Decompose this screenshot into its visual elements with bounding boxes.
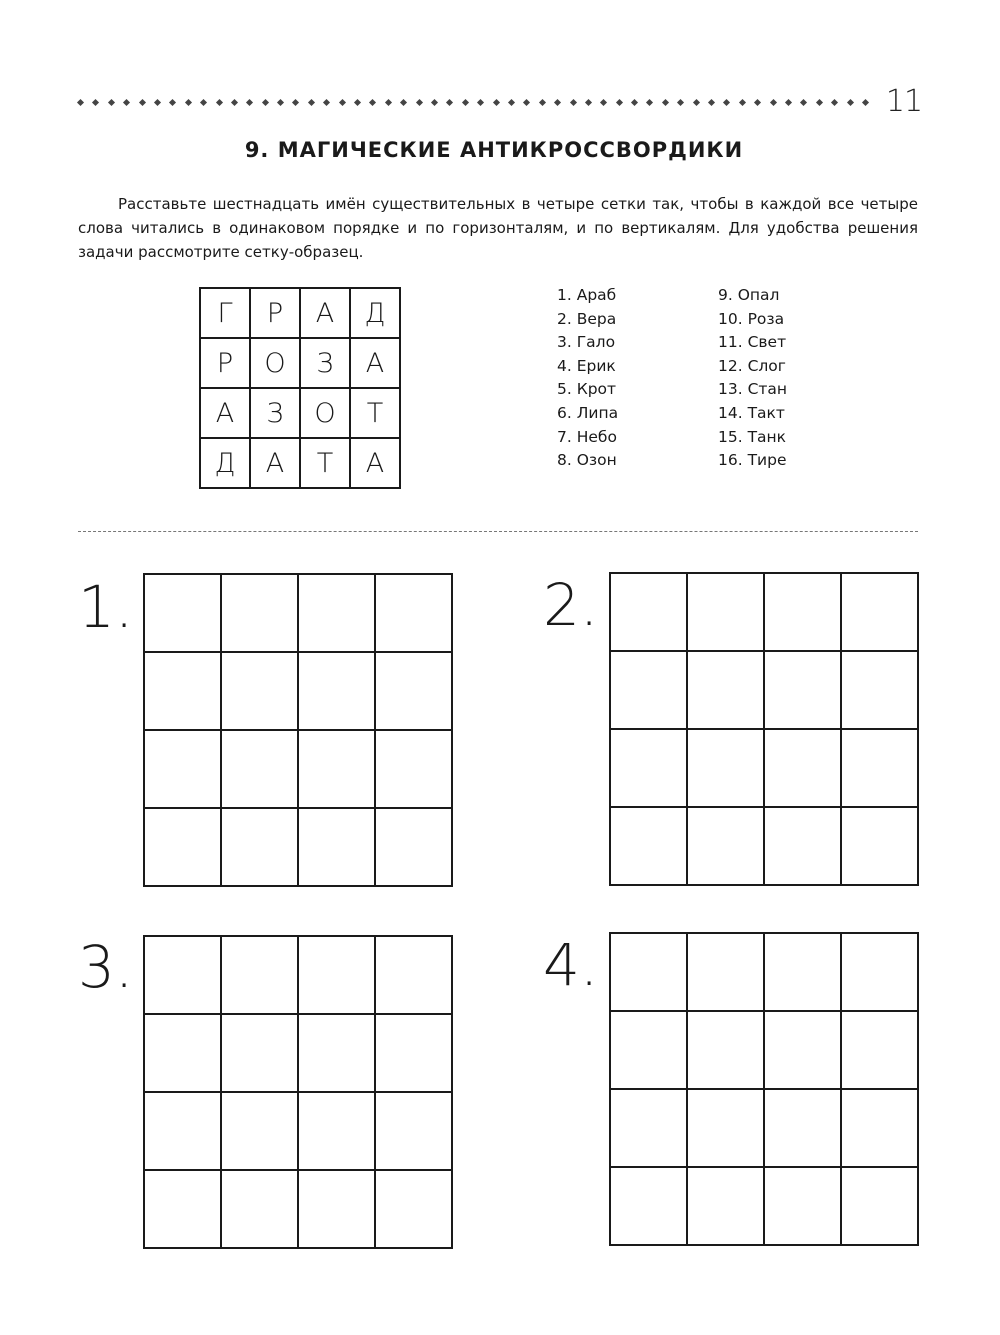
decorative-dot xyxy=(154,98,161,105)
dashed-divider xyxy=(78,531,918,532)
decorative-dot xyxy=(523,98,530,105)
word-item: 12. Слог xyxy=(718,356,786,375)
grid-cell[interactable] xyxy=(375,936,452,1014)
decorative-dot xyxy=(646,98,653,105)
word-item: 1. Араб xyxy=(557,286,617,304)
decorative-dot xyxy=(431,98,438,105)
decorative-dot xyxy=(215,98,222,105)
sample-grid xyxy=(199,287,401,489)
grid-cell[interactable] xyxy=(610,1167,687,1245)
sample-grid-cell: О xyxy=(250,338,300,388)
grid-cell[interactable] xyxy=(610,651,687,729)
grid-cell[interactable] xyxy=(375,574,452,652)
word-item: 8. Озон xyxy=(557,451,617,470)
grid-cell[interactable] xyxy=(221,730,298,808)
decorative-dot xyxy=(354,98,361,105)
grid-cell[interactable] xyxy=(841,573,918,651)
decorative-dot xyxy=(416,98,423,105)
decorative-dot xyxy=(554,98,561,105)
decorative-dot xyxy=(770,98,777,105)
grid-cell[interactable] xyxy=(298,1170,375,1248)
grid-cell[interactable] xyxy=(221,1092,298,1170)
decorative-dot xyxy=(308,98,315,105)
decorative-dot xyxy=(708,98,715,105)
grid-cell[interactable] xyxy=(221,652,298,730)
grid-cell[interactable] xyxy=(841,807,918,885)
decorative-dot xyxy=(77,98,84,105)
decorative-dot xyxy=(569,98,576,105)
decorative-dot xyxy=(816,98,823,105)
decorative-dot xyxy=(539,98,546,105)
grid-cell[interactable] xyxy=(298,730,375,808)
grid-cell[interactable] xyxy=(687,1089,764,1167)
decorative-dot xyxy=(339,98,346,105)
grid-cell[interactable] xyxy=(764,1089,841,1167)
sample-grid-cell: З xyxy=(300,338,350,388)
decorative-dot xyxy=(800,98,807,105)
decorative-dot xyxy=(862,98,869,105)
decorative-dot xyxy=(108,98,115,105)
grid-cell[interactable] xyxy=(298,574,375,652)
decorative-dot xyxy=(185,98,192,105)
grid-label-4: 4. xyxy=(543,931,599,999)
sample-grid-cell: З xyxy=(250,388,300,438)
decorative-dot xyxy=(262,98,269,105)
sample-grid-cell: А xyxy=(350,438,400,488)
grid-cell[interactable] xyxy=(144,652,221,730)
grid-cell[interactable] xyxy=(687,573,764,651)
grid-cell[interactable] xyxy=(298,1092,375,1170)
grid-label-3: 3. xyxy=(78,933,134,1001)
decorative-dot xyxy=(231,98,238,105)
word-list-column-2 xyxy=(718,284,787,473)
grid-cell[interactable] xyxy=(764,729,841,807)
grid-cell[interactable] xyxy=(375,730,452,808)
grid-cell[interactable] xyxy=(298,808,375,886)
grid-cell[interactable] xyxy=(144,936,221,1014)
sample-grid-cell: Г xyxy=(200,288,250,338)
task-title: 9. МАГИЧЕСКИЕ АНТИКРОССВОРДИКИ xyxy=(244,138,744,162)
decorative-dot xyxy=(477,98,484,105)
answer-grid-4[interactable] xyxy=(609,932,919,1246)
decorative-dot xyxy=(585,98,592,105)
grid-cell[interactable] xyxy=(764,807,841,885)
grid-cell[interactable] xyxy=(221,574,298,652)
decorative-dot xyxy=(292,98,299,105)
decorative-dot xyxy=(600,98,607,105)
grid-cell[interactable] xyxy=(687,729,764,807)
decorative-dot xyxy=(677,98,684,105)
grid-cell[interactable] xyxy=(298,652,375,730)
grid-cell[interactable] xyxy=(610,729,687,807)
decorative-dot xyxy=(446,98,453,105)
word-item: 15. Танк xyxy=(718,427,787,446)
grid-cell[interactable] xyxy=(687,933,764,1011)
decorative-dot xyxy=(754,98,761,105)
grid-cell[interactable] xyxy=(764,1011,841,1089)
grid-cell[interactable] xyxy=(221,936,298,1014)
grid-cell[interactable] xyxy=(764,933,841,1011)
task-description: Расставьте шестнадцать имён существительных в четыре сетки так, чтобы в каждой все четыре слова читались в одинаковом порядке и по горизонталям, и по вертикалям. Для удобства решения задачи рассмотрите сетку-образец. xyxy=(78,195,918,261)
sample-grid-cell: А xyxy=(250,438,300,488)
grid-cell[interactable] xyxy=(375,1092,452,1170)
word-item: 16. Тире xyxy=(718,451,787,470)
decorative-dot xyxy=(831,98,838,105)
grid-cell[interactable] xyxy=(298,936,375,1014)
grid-cell[interactable] xyxy=(764,651,841,729)
word-item: 3. Гало xyxy=(557,333,616,352)
grid-cell[interactable] xyxy=(610,807,687,885)
decorative-dot xyxy=(169,98,176,105)
sample-grid-row xyxy=(200,388,400,438)
word-item: 11. Свет xyxy=(718,333,787,352)
decorative-dots-row xyxy=(78,96,868,108)
sample-grid-cell: Т xyxy=(300,438,350,488)
page-number: 11 xyxy=(885,84,923,119)
decorative-dot xyxy=(739,98,746,105)
decorative-dot xyxy=(846,98,853,105)
decorative-dot xyxy=(123,98,130,105)
grid-cell[interactable] xyxy=(610,1011,687,1089)
grid-cell[interactable] xyxy=(687,651,764,729)
sample-grid-cell: А xyxy=(300,288,350,338)
sample-grid-row xyxy=(200,438,400,488)
decorative-dot xyxy=(139,98,146,105)
sample-grid-cell: А xyxy=(350,338,400,388)
grid-cell[interactable] xyxy=(144,574,221,652)
decorative-dot xyxy=(277,98,284,105)
word-list-column-1 xyxy=(557,284,618,473)
decorative-dot xyxy=(323,98,330,105)
sample-grid-cell: Р xyxy=(250,288,300,338)
grid-cell[interactable] xyxy=(375,808,452,886)
word-item: 10. Роза xyxy=(718,309,785,328)
decorative-dot xyxy=(631,98,638,105)
grid-cell[interactable] xyxy=(221,1170,298,1248)
decorative-dot xyxy=(246,98,253,105)
grid-cell[interactable] xyxy=(144,808,221,886)
word-item: 2. Вера xyxy=(557,309,617,328)
grid-cell[interactable] xyxy=(144,1014,221,1092)
grid-cell[interactable] xyxy=(375,1014,452,1092)
sample-grid-cell: А xyxy=(200,388,250,438)
grid-cell[interactable] xyxy=(687,1167,764,1245)
word-item: 6. Липа xyxy=(557,403,619,422)
grid-cell[interactable] xyxy=(298,1014,375,1092)
grid-cell[interactable] xyxy=(841,933,918,1011)
grid-cell[interactable] xyxy=(144,1170,221,1248)
grid-cell[interactable] xyxy=(687,807,764,885)
answer-grid-1[interactable] xyxy=(143,573,453,887)
grid-label-2: 2. xyxy=(543,571,599,639)
sample-grid-cell: Д xyxy=(200,438,250,488)
grid-cell[interactable] xyxy=(221,1014,298,1092)
word-item: 13. Стан xyxy=(718,380,788,399)
sample-grid-cell: Т xyxy=(350,388,400,438)
decorative-dot xyxy=(92,98,99,105)
sample-grid-cell: О xyxy=(300,388,350,438)
grid-cell[interactable] xyxy=(610,1089,687,1167)
grid-cell[interactable] xyxy=(221,808,298,886)
decorative-dot xyxy=(616,98,623,105)
word-item: 9. Опал xyxy=(718,286,780,304)
word-item: 4. Ерик xyxy=(557,356,616,375)
decorative-dot xyxy=(662,98,669,105)
grid-cell[interactable] xyxy=(610,573,687,651)
word-item: 14. Такт xyxy=(718,403,785,422)
word-item: 5. Крот xyxy=(557,380,617,399)
grid-cell[interactable] xyxy=(375,1170,452,1248)
decorative-dot xyxy=(723,98,730,105)
decorative-dot xyxy=(785,98,792,105)
grid-cell[interactable] xyxy=(764,1167,841,1245)
decorative-dot xyxy=(400,98,407,105)
decorative-dot xyxy=(508,98,515,105)
decorative-dot xyxy=(200,98,207,105)
sample-grid-cell: Р xyxy=(200,338,250,388)
grid-cell[interactable] xyxy=(841,651,918,729)
grid-cell[interactable] xyxy=(764,573,841,651)
sample-grid-cell: Д xyxy=(350,288,400,338)
grid-cell[interactable] xyxy=(687,1011,764,1089)
decorative-dot xyxy=(385,98,392,105)
grid-cell[interactable] xyxy=(841,729,918,807)
decorative-dot xyxy=(462,98,469,105)
answer-grid-2[interactable] xyxy=(609,572,919,886)
grid-cell[interactable] xyxy=(610,933,687,1011)
grid-cell[interactable] xyxy=(841,1011,918,1089)
grid-cell[interactable] xyxy=(144,1092,221,1170)
decorative-dot xyxy=(369,98,376,105)
grid-cell[interactable] xyxy=(841,1089,918,1167)
word-item: 7. Небо xyxy=(557,427,617,446)
sample-grid-row xyxy=(200,288,400,338)
sample-grid-row xyxy=(200,338,400,388)
grid-cell[interactable] xyxy=(144,730,221,808)
grid-cell[interactable] xyxy=(841,1167,918,1245)
decorative-dot xyxy=(493,98,500,105)
grid-cell[interactable] xyxy=(375,652,452,730)
answer-grid-3[interactable] xyxy=(143,935,453,1249)
decorative-dot xyxy=(693,98,700,105)
grid-label-1: 1. xyxy=(78,573,134,641)
